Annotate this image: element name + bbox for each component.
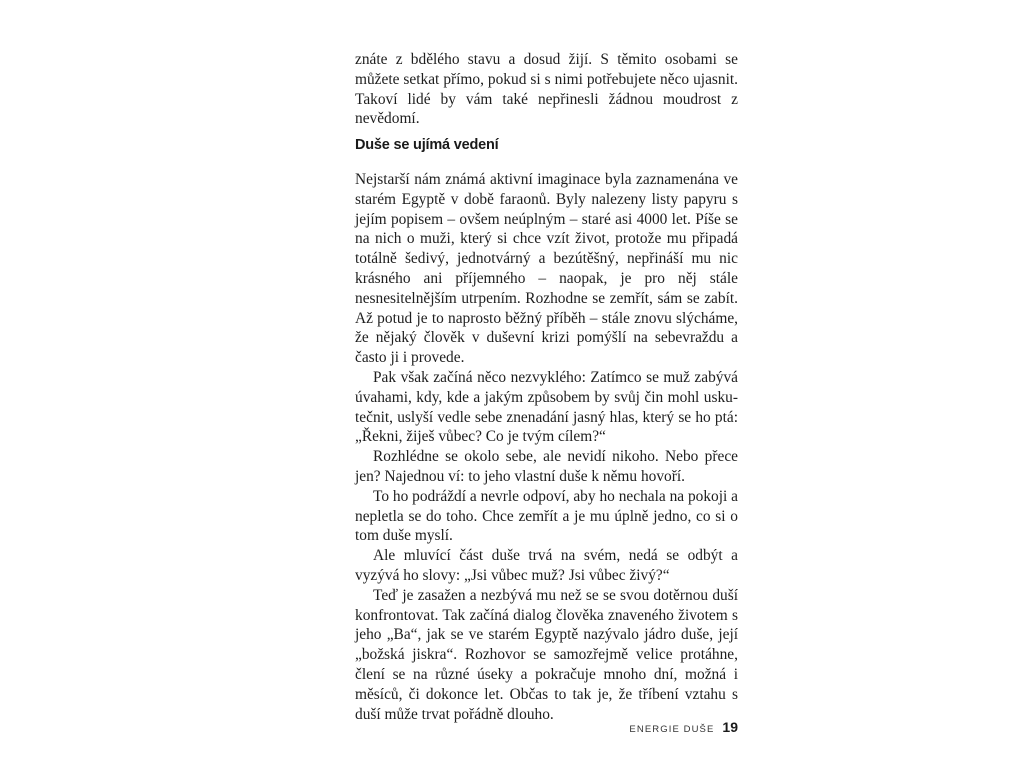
section-body	[355, 170, 738, 724]
intro-paragraph: znáte z bdělého stavu a dosud žijí. S těmito osobami se můžete setkat přímo, pokud si s nimi potřebujete něco ujasnit. Takoví lidé by vám také nepřinesli žádnou moudrost z nevědomí.	[355, 51, 738, 128]
body-paragraph: Teď je zasažen a nezbývá mu než se se svou dotěrnou duší konfrontovat. Tak začíná dialog člověka znaveného životem s jeho „Ba“, jak se ve starém Egyptě nazývalo jádro duše, její „božská jiskra“. Rozhovor se samozřejmě velice protáhne, člení se na různé úseky a pokračuje mnoho dní, možná i měsíců, či dokonce let. Občas to tak je, že tříbení vztahu s duší může trvat pořádně dlouho.	[355, 586, 738, 723]
body-paragraph: Rozhlédne se okolo sebe, ale nevidí nikoho. Nebo přece jen? Najednou ví: to jeho vlastní duše k němu hovoří.	[355, 448, 738, 485]
section-heading: Duše se ujímá vedení	[355, 137, 499, 153]
intro-text	[355, 50, 738, 129]
page-footer	[629, 719, 738, 735]
body-paragraph: Ale mluvící část duše trvá na svém, nedá se odbýt a vyzývá ho slovy: „Jsi vůbec muž? Jsi vůbec živý?“	[355, 547, 738, 584]
body-paragraph: To ho podráždí a nevrle odpoví, aby ho nechala na pokoji a nepletla se do toho. Chce zemřít a je mu úplně jedno, co si o tom duše myslí.	[355, 487, 738, 545]
page-number: 19	[722, 719, 738, 735]
body-paragraph: Nejstarší nám známá aktivní imaginace byla zaznamenána ve starém Egyptě v době faraonů. Byly nalezeny listy papyru s jejím popisem – ovšem neúplným – staré asi 4000 let. Píše se na nich o muži, který si chce vzít život, protože mu připadá totálně šedivý, jednotvárný a bezútěšný, nepřináší mu nic krásného ani příjemného – naopak, je pro něj stále nesnesitelnějším utrpením. Rozhodne se zemřít, sám se zabít. Až potud je to naprosto běžný příběh – stále znovu slýcháme, že nějaký člověk v duševní krizi pomýšlí na sebevraždu a často ji i provede.	[355, 171, 738, 367]
body-paragraph: Pak však začíná něco nezvyklého: Zatímco se muž zabývá úvahami, kdy, kde a jakým způsobem by svůj čin mohl uskutečnit, uslyší vedle sebe znenadání jasný hlas, který se ho ptá: „Řekni, žiješ vůbec? Co je tvým cílem?“	[355, 368, 738, 446]
running-title: ENERGIE DUŠE	[629, 724, 715, 735]
